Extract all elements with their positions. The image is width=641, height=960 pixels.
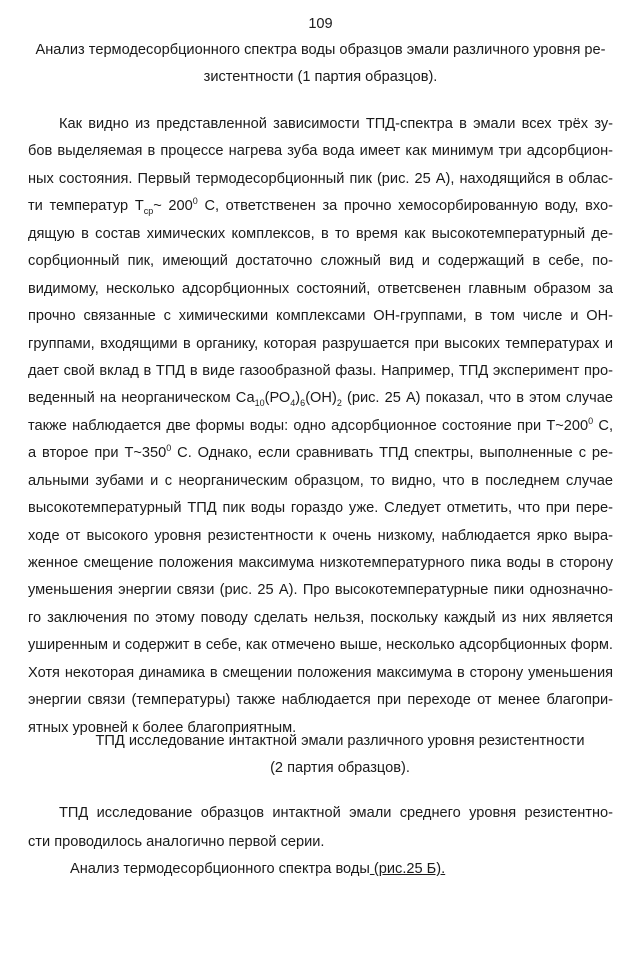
text-line: дает свой вклад в ТПД в виде газообразной фазы. Например, ТПД эксперимент про-	[28, 362, 613, 379]
text-line: уменьшения энергии связи (рис. 25 А). Про высокотемпературные пики однозначно-	[28, 582, 613, 599]
text-span: (рис.25 Б).	[369, 861, 446, 877]
text-line: ятных уровней к более благоприятным.	[28, 719, 297, 736]
text-line: дящую в состав химических комплексов, в то время как высокотемпературный де-	[28, 225, 613, 242]
text-line: бов выделяемая в процессе нагрева зуба вода имеет как минимум три адсорбцион-	[28, 143, 613, 160]
section-heading-2	[40, 728, 640, 782]
text-line: высокотемпературный ТПД пик воды гораздо уже. Следует отметить, что при пере-	[28, 500, 613, 517]
heading-line: Анализ термодесорбционного спектра воды образцов эмали различного уровня ре-	[35, 42, 606, 58]
text-line: видимому, несколько адсорбционных состояний, ответсвенен главным образом за	[28, 280, 613, 297]
paragraph-1	[28, 111, 613, 742]
paragraph-3	[70, 855, 445, 883]
text-line: ти температур $Т_{ср}\sim$ $200^0$ С, ответственен за прочно хемосорбированную воду, вхо-	[28, 196, 613, 217]
text-line: ТПД исследование образцов интактной эмали среднего уровня резистентно-	[59, 805, 613, 821]
text-line: также наблюдается две формы воды: одно адсорбционное состояние при $Т\sim 200^0$ С,	[28, 415, 614, 434]
text-line: веденный на неорганическом $Са_{10}(РО_4)_6(ОН)_2$ (рис. 25 А) показал, что в этом случае	[28, 390, 614, 409]
text-line: альными зубами и с неорганическим образцом, то видно, что в последнем случае	[28, 472, 613, 489]
text-line: группами, входящими в органику, которая разрушается при высоких температурах и	[28, 335, 613, 352]
text-line: ных состояния. Первый термодесорбционный пик (рис. 25 А), находящийся в облас-	[28, 170, 613, 187]
text-line: сорбционный пик, имеющий достаточно сложный вид и содержащий в себе, по-	[28, 253, 613, 270]
heading-line: ТПД исследование интактной эмали различного уровня резистентности	[95, 733, 585, 749]
text-line: ходе от высокого уровня резистентности к очень низкому, наблюдается ярко выра-	[28, 527, 613, 544]
text-line: го заключения по этому поводу сделать нельзя, поскольку каждый из них является	[28, 609, 613, 626]
text-line: сти проводилось аналогично первой серии.	[28, 833, 325, 850]
text-span: Анализ термодесорбционного спектра воды	[70, 861, 370, 877]
text-line: Как видно из представленной зависимости ТПД-спектра в эмали всех трёх зу-	[59, 116, 613, 132]
text-line: уширенным и содержит в себе, как отмечено выше, несколько адсорбционных форм.	[28, 637, 613, 654]
heading-line: зистентности (1 партия образцов).	[203, 69, 438, 85]
page-number: 109	[308, 16, 333, 32]
heading-line: (2 партия образцов).	[270, 760, 410, 776]
text-line: женное смещение положения максимума низкотемпературного пика воды в сторону	[28, 555, 613, 571]
text-line: Хотя некоторая динамика в смещении положения максимума в сторону уменьшения	[28, 664, 613, 681]
text-line: а второе при $Т\sim 350^0$ С. Однако, если сравнивать ТПД спектры, выполненные с ре-	[28, 443, 613, 462]
text-line: прочно связанные с химическими комплексами ОН-группами, в том числе и ОН-	[28, 308, 613, 325]
paragraph-2	[28, 799, 613, 856]
text-line: энергии связи (температуры) также наблюдается при переходе от менее благопри-	[28, 692, 613, 709]
section-heading-1	[28, 37, 613, 91]
